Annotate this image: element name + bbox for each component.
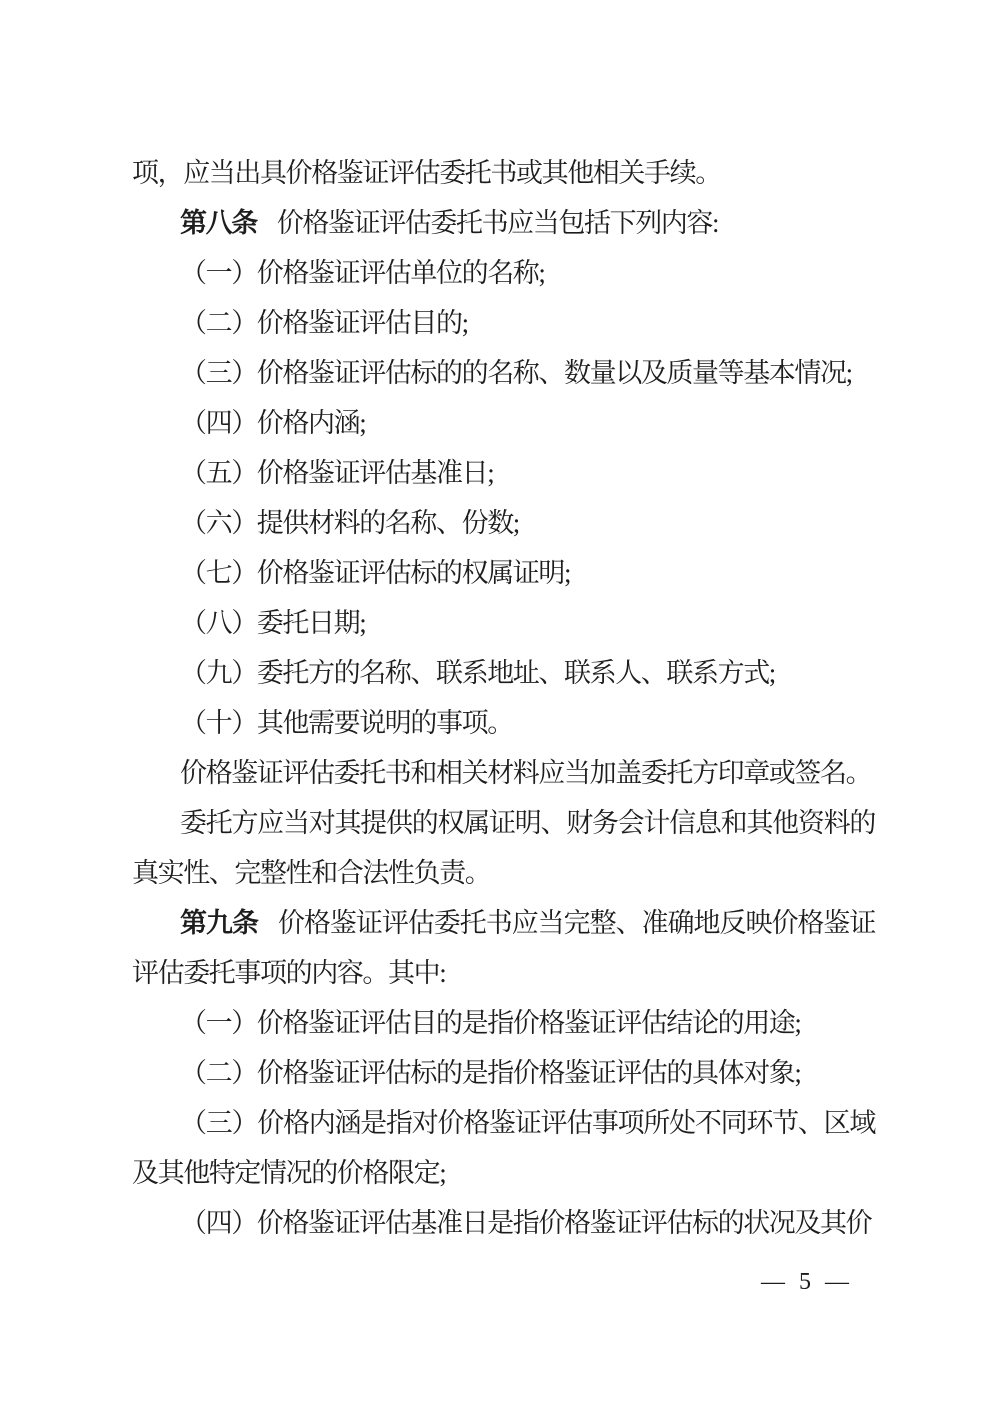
paragraph: （四）价格鉴证评估基准日是指价格鉴证评估标的状况及其价 xyxy=(180,1208,872,1238)
paragraph: （十）其他需要说明的事项。 xyxy=(180,708,513,738)
article-paragraph: 第八条 价格鉴证评估委托书应当包括下列内容: xyxy=(180,208,719,238)
paragraph: （一）价格鉴证评估目的是指价格鉴证评估结论的用途; xyxy=(180,1008,801,1038)
page-number: — 5 — xyxy=(761,1269,853,1295)
paragraph: （三）价格内涵是指对价格鉴证评估事项所处不同环节、区域及其他特定情况的价格限定; xyxy=(132,1108,875,1188)
paragraph: （二）价格鉴证评估标的是指价格鉴证评估的具体对象; xyxy=(180,1058,801,1088)
paragraph: 项，应当出具价格鉴证评估委托书或其他相关手续。 xyxy=(132,158,721,188)
paragraph: （四）价格内涵; xyxy=(180,408,366,438)
article-number: 第八条 xyxy=(180,208,257,238)
article-paragraph: 第九条 价格鉴证评估委托书应当完整、准确地反映价格鉴证评估委托事项的内容。其中: xyxy=(132,908,875,988)
document-body xyxy=(132,148,875,1248)
article-number: 第九条 xyxy=(180,908,258,938)
paragraph: （一）价格鉴证评估单位的名称; xyxy=(180,258,545,288)
paragraph: （六）提供材料的名称、份数; xyxy=(180,508,519,538)
paragraph: （七）价格鉴证评估标的权属证明; xyxy=(180,558,571,588)
paragraph: 价格鉴证评估委托书和相关材料应当加盖委托方印章或签名。 xyxy=(180,758,872,788)
paragraph: 委托方应当对其提供的权属证明、财务会计信息和其他资料的真实性、完整性和合法性负责。 xyxy=(132,808,875,888)
paragraph: （五）价格鉴证评估基准日; xyxy=(180,458,494,488)
paragraph: （二）价格鉴证评估目的; xyxy=(180,308,468,338)
paragraph: （三）价格鉴证评估标的的名称、数量以及质量等基本情况; xyxy=(180,358,852,388)
paragraph: （九）委托方的名称、联系地址、联系人、联系方式; xyxy=(180,658,775,688)
paragraph: （八）委托日期; xyxy=(180,608,366,638)
